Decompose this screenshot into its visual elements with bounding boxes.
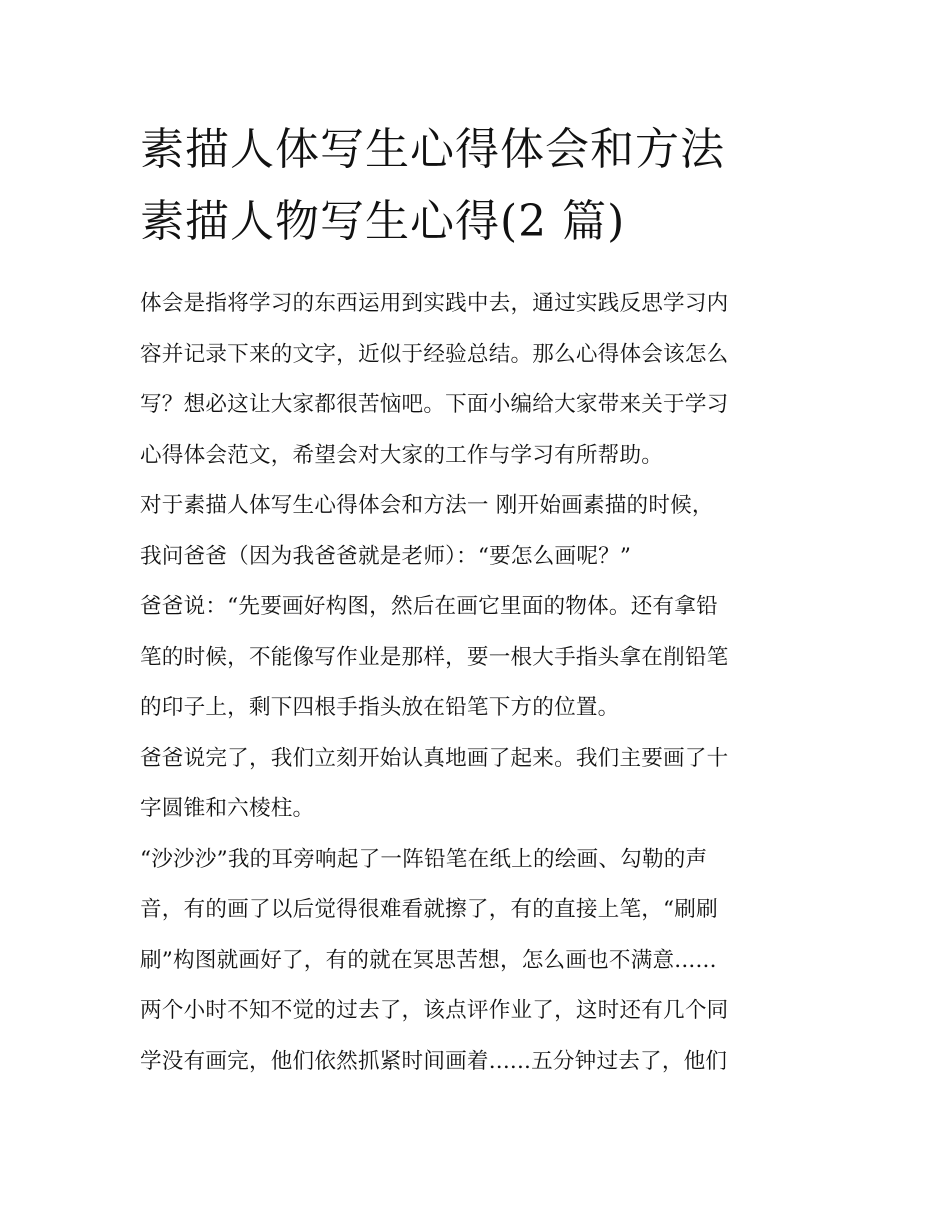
document-title [140, 114, 820, 258]
text-line: 爸爸说完了，我们立刻开始认真地画了起来。我们主要画了十 [140, 745, 729, 771]
paragraph [140, 532, 820, 583]
paragraph [140, 582, 820, 734]
paragraph [140, 734, 820, 835]
title-line: 素描人物写生心得(2 篇) [140, 196, 626, 247]
text-line: 容并记录下来的文字，近似于经验总结。那么心得体会该怎么 [140, 341, 729, 367]
text-line: 写？想必这让大家都很苦恼吧。下面小编给大家带来关于学习 [140, 392, 729, 417]
document-body [140, 279, 820, 1087]
text-line: 笔的时候，不能像写作业是那样，要一根大手指头拿在削铅笔 [140, 644, 729, 670]
text-line: 刷”构图就画好了，有的就在冥思苦想，怎么画也不满意...... [140, 947, 717, 973]
paragraph [140, 835, 820, 987]
paragraph [140, 481, 820, 532]
text-line: 两个小时不知不觉的过去了，该点评作业了，这时还有几个同 [140, 998, 729, 1023]
text-line: 心得体会范文，希望会对大家的工作与学习有所帮助。 [140, 442, 664, 468]
text-line: 爸爸说：“先要画好构图，然后在画它里面的物体。还有拿铅 [140, 594, 718, 619]
text-line: 的印子上，剩下四根手指头放在铅笔下方的位置。 [140, 695, 620, 720]
text-line: 对于素描人体写生心得体会和方法一 刚开始画素描的时候， [140, 493, 714, 518]
text-line: 学没有画完，他们依然抓紧时间画着......五分钟过去了，他们 [140, 1048, 728, 1074]
text-line: “沙沙沙”我的耳旁响起了一阵铅笔在纸上的绘画、勾勒的声 [140, 846, 708, 872]
text-line: 我问爸爸（因为我爸爸就是老师）：“要怎么画呢？” [140, 543, 632, 569]
text-line: 字圆锥和六棱柱。 [140, 796, 315, 821]
paragraph-intro [140, 279, 820, 481]
text-line: 音，有的画了以后觉得很难看就擦了，有的直接上笔，“刷刷 [140, 897, 718, 922]
paragraph [140, 986, 820, 1087]
title-line: 素描人体写生心得体会和方法 [140, 124, 725, 175]
text-line: 体会是指将学习的东西运用到实践中去，通过实践反思学习内 [140, 291, 729, 316]
